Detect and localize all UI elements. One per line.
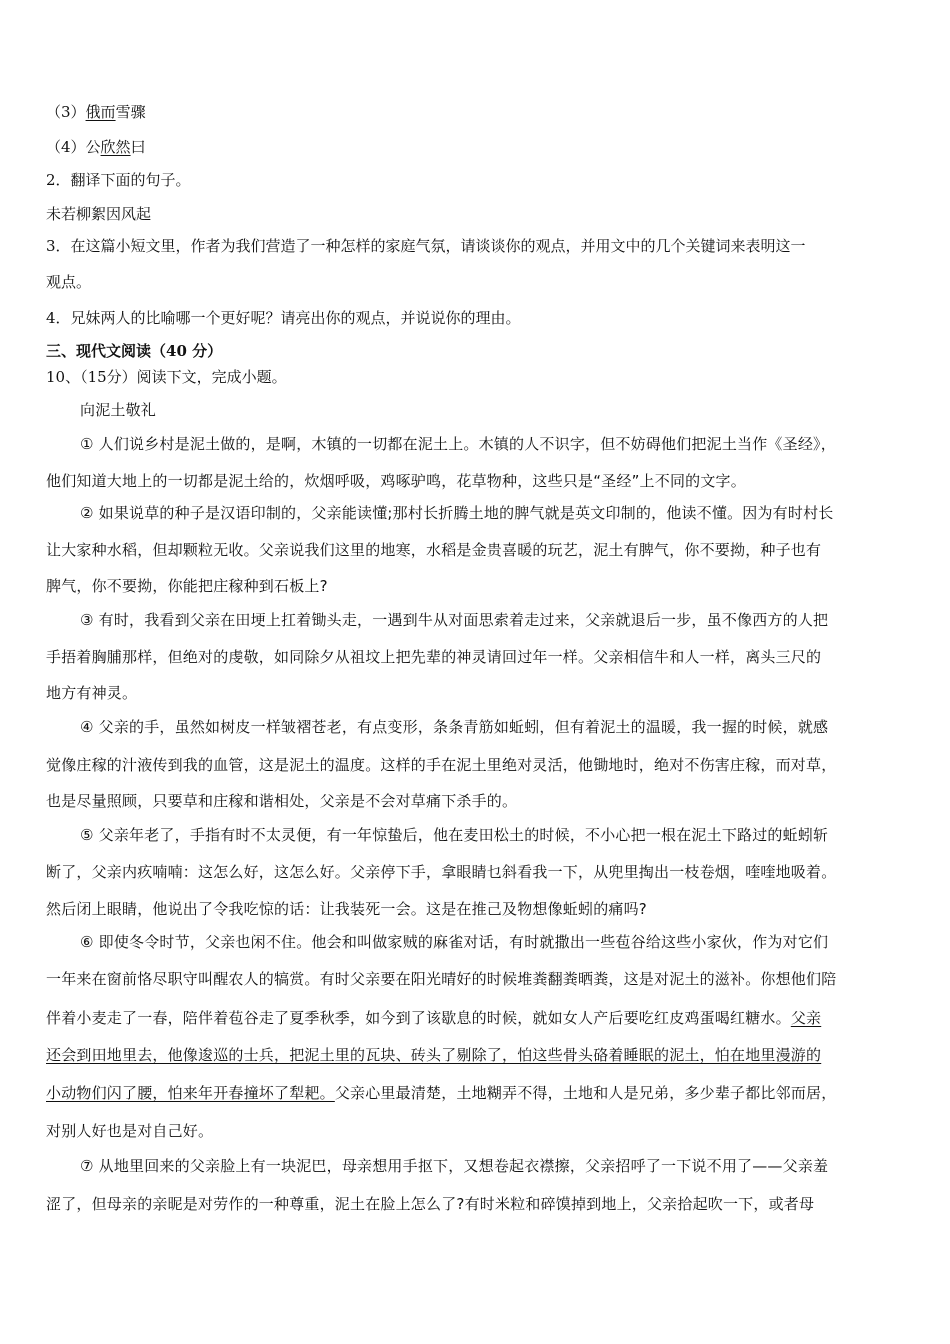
question-3-line2: 观点。 [46, 273, 92, 291]
underlined-sentence: 小动物们闪了腰，怕来年开春撞坏了犁耙。 [46, 1084, 335, 1102]
paragraph-5-line-3: 然后闭上眼睛，他说出了令我吃惊的话：让我装死一会。这是在推己及物想像蚯蚓的痛吗? [46, 900, 647, 918]
question-10: 10、（15分）阅读下文，完成小题。 [46, 368, 287, 386]
question-3-line1: 3．在这篇小短文里，作者为我们营造了一种怎样的家庭气氛，请谈谈你的观点，并用文中的几个关键词来表明这一 [46, 237, 806, 255]
paragraph-7-line-2: 涩了，但母亲的亲昵是对劳作的一种尊重，泥土在脸上怎么了?有时米粒和碎馍掉到地上，父亲拾起吹一下，或者母 [46, 1195, 815, 1213]
underlined-word: 俄而 [85, 103, 116, 121]
question-3: （3）俄而雪骤 [46, 103, 146, 121]
paragraph-6-line-3: 伴着小麦走了一春，陪伴着苞谷走了夏季秋季，如今到了该歇息的时候，就如女人产后要吃红皮鸡蛋喝红糖水。父亲 [46, 1009, 822, 1027]
paragraph-3-line-3: 地方有神灵。 [46, 684, 138, 702]
paragraph-6-line-4: 还会到田地里去，他像逡巡的士兵，把泥土里的瓦块、砖头了剔除了，怕这些骨头硌着睡眠的泥土，怕在地里漫游的 [46, 1046, 822, 1064]
underlined-sentence: 父亲 [790, 1009, 822, 1027]
paragraph-7-line-1: ⑦ 从地里回来的父亲脸上有一块泥巴，母亲想用手抠下，又想卷起衣襟擦，父亲招呼了一下说不用了——父亲羞 [80, 1157, 829, 1175]
question-4-text: 4．兄妹两人的比喻哪一个更好呢？请亮出你的观点，并说说你的理由。 [46, 309, 521, 327]
paragraph-5-line-1: ⑤ 父亲年老了，手指有时不太灵便，有一年惊蛰后，他在麦田松土的时候，不小心把一根在泥土下路过的蚯蚓斩 [80, 826, 829, 844]
translate-sentence: 未若柳絮因风起 [46, 205, 152, 223]
paragraph-6-line-5: 小动物们闪了腰，怕来年开春撞坏了犁耙。父亲心里最清楚，土地糊弄不得，土地和人是兄弟，多少辈子都比邻而居， [46, 1084, 837, 1102]
paragraph-1-line-2: 他们知道大地上的一切都是泥土给的，炊烟呼吸，鸡啄驴鸣，花草物种，这些只是“圣经”上不同的文字。 [46, 472, 746, 490]
underlined-word: 欣然 [100, 138, 131, 156]
paragraph-3-line-1: ③ 有时，我看到父亲在田埂上扛着锄头走，一遇到牛从对面思索着走过来，父亲就退后一步，虽不像西方的人把 [80, 611, 829, 629]
paragraph-1-line-1: ① 人们说乡村是泥土做的，是啊，木镇的一切都在泥土上。木镇的人不识字，但不妨碍他们把泥土当作《圣经》， [80, 435, 836, 453]
paragraph-5-line-2: 断了，父亲内疚喃喃：这怎么好，这怎么好。父亲停下手，拿眼睛乜斜看我一下，从兜里掏出一枝卷烟，喹喹地吸着。 [46, 863, 837, 881]
article-title: 向泥土敬礼 [80, 401, 157, 419]
paragraph-2-line-2: 让大家种水稻，但却颗粒无收。父亲说我们这里的地寒，水稻是金贵喜暖的玩艺，泥土有脾气，你不要拗，种子也有 [46, 541, 822, 559]
paragraph-6-line-1: ⑥ 即使冬令时节，父亲也闲不住。他会和叫做家贼的麻雀对话，有时就撒出一些苞谷给这些小家伙，作为对它们 [80, 933, 829, 951]
paragraph-2-line-1: ② 如果说草的种子是汉语印制的，父亲能读懂;那村长折腾土地的脾气就是英文印制的，他读不懂。因为有时村长 [80, 504, 834, 522]
paragraph-6-line-6: 对别人好也是对自己好。 [46, 1122, 214, 1140]
paragraph-3-line-2: 手捂着胸脯那样，但绝对的虔敬，如同除夕从祖坟上把先辈的神灵请回过年一样。父亲相信牛和人一样，离头三尺的 [46, 648, 822, 666]
paragraph-4-line-2: 觉像庄稼的汁液传到我的血管，这是泥土的温度。这样的手在泥土里绝对灵活，他锄地时，绝对不伤害庄稼，而对草， [46, 756, 837, 774]
section-heading: 三、现代文阅读（40 分） [46, 342, 223, 360]
paragraph-2-line-3: 脾气，你不要拗，你能把庄稼种到石板上? [46, 577, 328, 595]
paragraph-6-line-2: 一年来在窗前恪尽职守叫醒农人的犒赏。有时父亲要在阳光晴好的时候堆粪翻粪晒粪，这是对泥土的滋补。你想他们陪 [46, 970, 837, 988]
question-2: 2．翻译下面的句子。 [46, 171, 191, 189]
question-4: （4）公欣然曰 [46, 138, 146, 156]
paragraph-4-line-3: 也是尽量照顾，只要草和庄稼和谐相处，父亲是不会对草痛下杀手的。 [46, 792, 518, 810]
paragraph-4-line-1: ④ 父亲的手，虽然如树皮一样皱褶苍老，有点变形，条条青筋如蚯蚓，但有着泥土的温暖，我一握的时候，就感 [80, 718, 829, 736]
